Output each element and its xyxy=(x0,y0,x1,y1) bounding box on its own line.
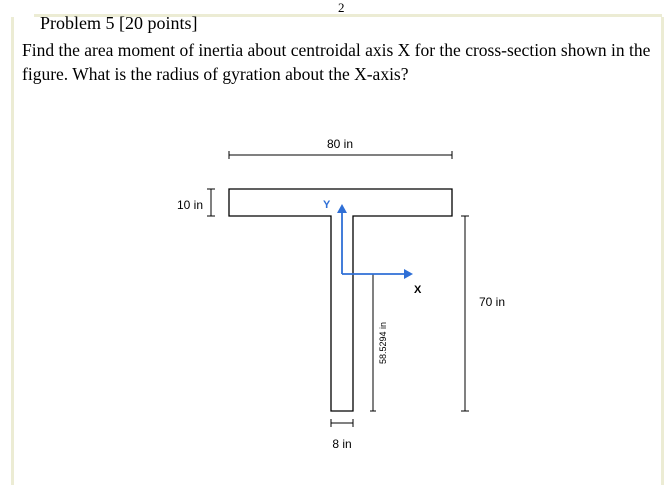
flange-thickness-label: 10 in xyxy=(176,198,203,212)
y-axis-label: Y xyxy=(323,199,331,211)
x-axis-label: X xyxy=(414,284,422,296)
page-number: 2 xyxy=(338,0,345,15)
problem-title: Problem 5 [20 points] xyxy=(40,13,198,33)
flange-width-label: 80 in xyxy=(326,137,354,151)
centroid-height-label: 58.5294 in xyxy=(378,321,388,365)
web-width-label: 8 in xyxy=(332,437,352,451)
problem-statement: Find the area moment of inertia about centroidal axis X for the cross-section shown in the figure. What is the radius of gyration about the X-axis? xyxy=(22,40,651,84)
x-axis-arrowhead xyxy=(404,269,413,279)
total-height-label: 70 in xyxy=(479,295,506,309)
y-axis-arrowhead xyxy=(337,204,347,213)
t-section-outline xyxy=(229,189,452,411)
